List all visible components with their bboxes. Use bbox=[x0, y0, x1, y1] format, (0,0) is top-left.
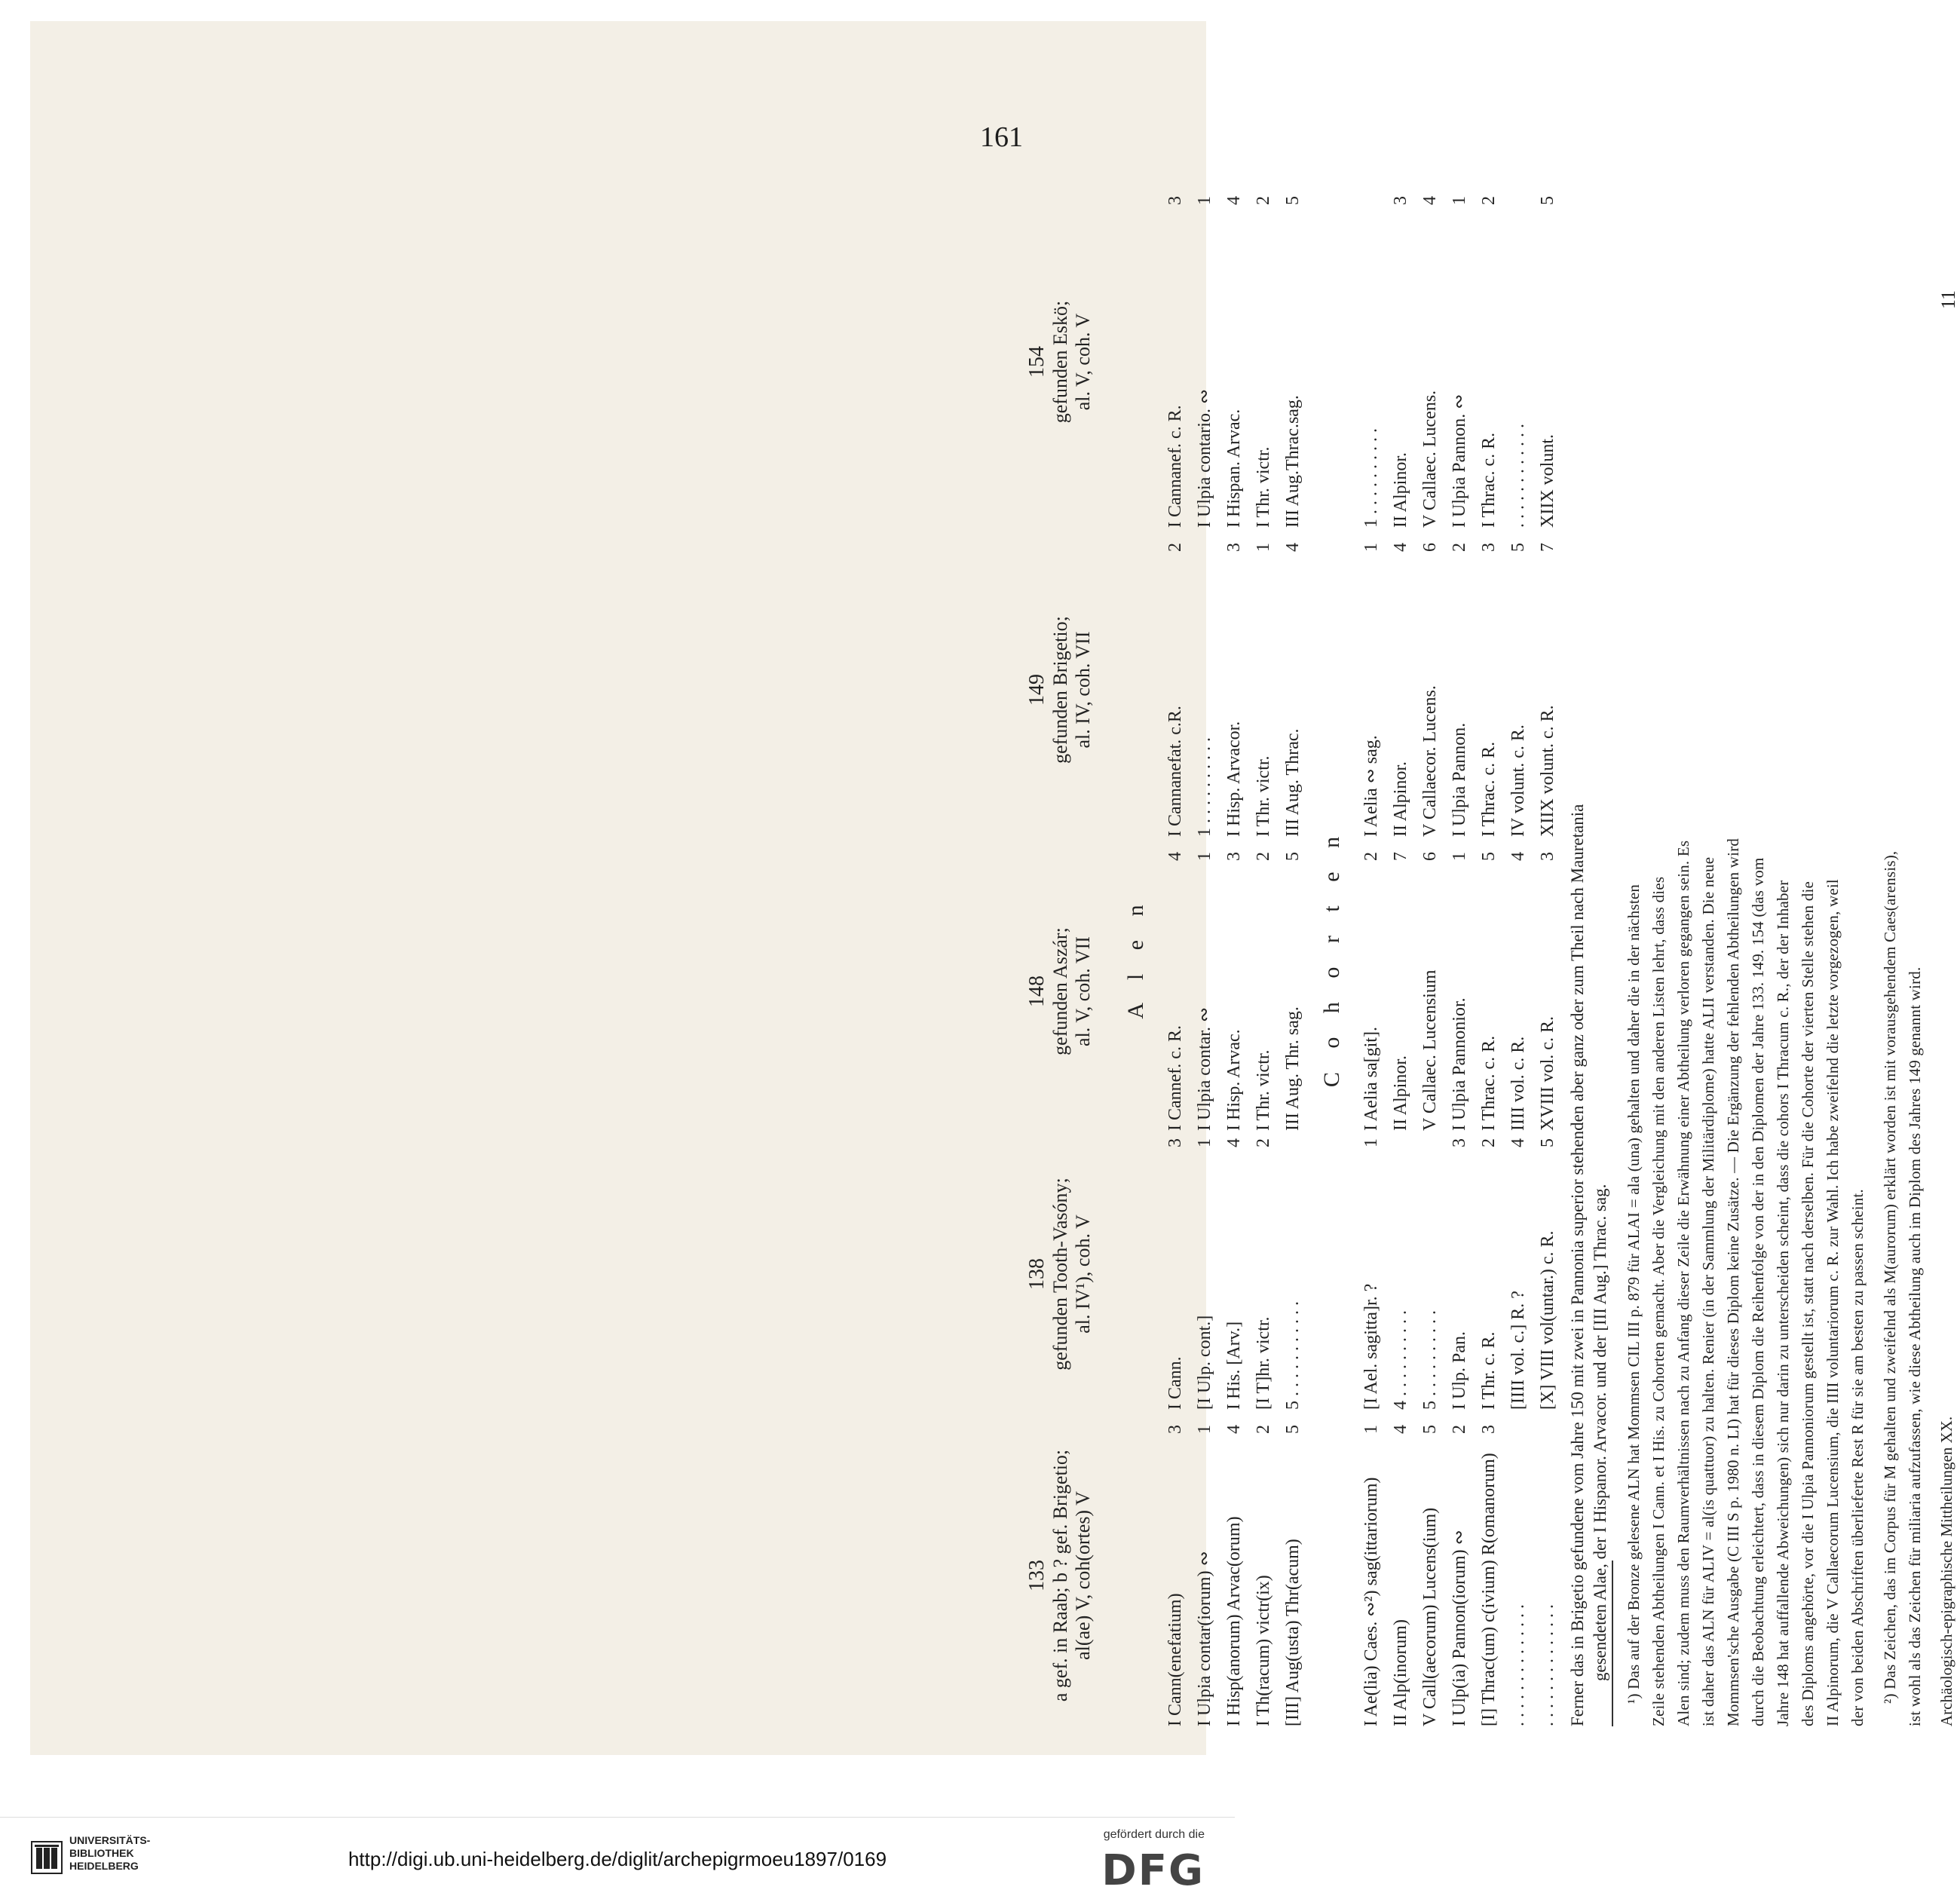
diploma-find-line: al. IV, coh. VII bbox=[1072, 631, 1094, 749]
alen-entry bbox=[1279, 196, 1308, 528]
cohorten-entry bbox=[1357, 852, 1386, 1131]
footnote-line: ist wohl als das Zeichen für miliaria aufzufassen, wie diese Abtheilung auch im Diplom des Jahres 149 genannt wird. bbox=[1906, 966, 1924, 1726]
rank-number: 6 bbox=[1420, 543, 1440, 552]
unit-name: I Ulpia contar. ∾ bbox=[1195, 1006, 1214, 1131]
cohorten-entry bbox=[1445, 1138, 1475, 1410]
rank-number: 1 bbox=[1361, 1138, 1381, 1147]
unit-name: I Thr. c. R. bbox=[1479, 1331, 1499, 1410]
cohorten-column bbox=[1357, 1425, 1563, 1726]
cohorten-entry bbox=[1504, 1138, 1533, 1410]
unit-name: I Thr. victr. bbox=[1254, 446, 1273, 528]
rank-number: 3 bbox=[1165, 1425, 1185, 1434]
unit-name: I Cannef. c. R. bbox=[1165, 1025, 1185, 1131]
unit-name: III Aug. Thr. sag. bbox=[1283, 1006, 1303, 1131]
unit-name: II Alp(inorum) bbox=[1391, 1619, 1410, 1726]
cohorten-entry bbox=[1445, 543, 1475, 837]
cohorten-entry bbox=[1475, 852, 1504, 1131]
alen-entry bbox=[1249, 1138, 1279, 1410]
alen-column bbox=[1161, 852, 1308, 1131]
unit-name: XIIX volunt. bbox=[1538, 434, 1557, 528]
page-number: 161 bbox=[980, 121, 1023, 153]
unit-name: I Aelia ∾ sag. bbox=[1361, 735, 1381, 837]
unit-name: I Thrac. c. R. bbox=[1479, 1035, 1499, 1131]
signature-mark: 11 bbox=[1937, 289, 1959, 309]
cohorten-entry bbox=[1416, 852, 1445, 1131]
cohorten-entry bbox=[1475, 1138, 1504, 1410]
unit-name: 5 . . . . . . . . . . . bbox=[1283, 1301, 1303, 1410]
cohorten-entry bbox=[1533, 852, 1563, 1131]
alen-entry bbox=[1161, 543, 1190, 837]
rank-number bbox=[1416, 1138, 1445, 1156]
alen-entry bbox=[1249, 196, 1279, 528]
rank-number bbox=[1533, 1425, 1563, 1443]
cohorten-entry bbox=[1445, 196, 1475, 528]
cohorten-entry bbox=[1386, 852, 1416, 1131]
cohorten-entry bbox=[1357, 543, 1386, 837]
rotated-content bbox=[1025, 188, 1959, 1726]
alen-entry bbox=[1279, 543, 1308, 837]
rank-number: 5 bbox=[1283, 196, 1303, 205]
rank-number: 1 bbox=[1254, 543, 1273, 552]
cohorten-entry bbox=[1475, 543, 1504, 837]
rank-number: 5 bbox=[1283, 852, 1303, 861]
cohorten-entry bbox=[1357, 1138, 1386, 1410]
unit-name: XVIII vol. c. R. bbox=[1538, 1016, 1557, 1131]
unit-name: XIIX volunt. c. R. bbox=[1538, 705, 1557, 837]
unit-name: I Ulpia contar(iorum) ∾ bbox=[1195, 1551, 1214, 1726]
rank-number: 4 bbox=[1391, 1425, 1410, 1434]
cohorten-entry bbox=[1416, 1425, 1445, 1726]
cohorten-entry bbox=[1475, 1425, 1504, 1726]
rank-number: 3 bbox=[1165, 196, 1185, 205]
cohorten-entry bbox=[1386, 543, 1416, 837]
rank-number: 3 bbox=[1479, 1425, 1499, 1434]
rank-number bbox=[1386, 1138, 1416, 1156]
rank-number: 2 bbox=[1254, 196, 1273, 205]
alen-entry bbox=[1249, 543, 1279, 837]
unit-name: I Ae(lia) Caes. ∾²) sag(ittariorum) bbox=[1361, 1477, 1381, 1726]
unit-name: I Aelia sa[git]. bbox=[1361, 1027, 1381, 1131]
unit-name: I Ulpia Pannon. ∾ bbox=[1450, 394, 1469, 528]
rank-number: 1 bbox=[1450, 196, 1469, 205]
unit-name: . . . . . . . . . . . . bbox=[1508, 424, 1528, 528]
rank-number: 1 bbox=[1195, 852, 1214, 861]
footnote-line: der von beiden Abschriften überlieferte Rest R für sie am besten zu passen scheint. bbox=[1848, 1189, 1867, 1726]
cohorten-entry bbox=[1445, 852, 1475, 1131]
diploma-find-line: gefunden Eskö; bbox=[1049, 300, 1071, 424]
rank-number: 3 bbox=[1165, 1138, 1185, 1147]
alen-entry bbox=[1279, 852, 1308, 1131]
unit-name: V Call(aecorum) Lucens(ium) bbox=[1420, 1507, 1440, 1726]
diploma-column-header bbox=[1025, 196, 1095, 528]
diploma-number: 133 bbox=[1025, 1560, 1049, 1591]
unit-name: I Hisp. Arvac. bbox=[1224, 1029, 1244, 1131]
unit-name: [I Ulp. cont.] bbox=[1195, 1315, 1214, 1410]
source-url[interactable]: http://digi.ub.uni-heidelberg.de/diglit/archepigrmoeu1897/0169 bbox=[348, 1848, 887, 1870]
summary-line: Ferner das in Brigetio gefundene vom Jahre 150 mit zwei in Pannonia superior stehenden aber ganz oder zum Theil nach Mauretania bbox=[1568, 804, 1587, 1726]
unit-name: [I T]hr. victr. bbox=[1254, 1316, 1273, 1410]
footnote-line: Mommsen'sche Ausgabe (C III S p. 1980 n. LI) hat für dieses Diplom keine Zusätze. — Die Ergänzung der fehlenden Abtheilungen wird bbox=[1724, 838, 1742, 1726]
alen-entry bbox=[1161, 1138, 1190, 1410]
unit-name: . . . . . . . . . . . . . . bbox=[1538, 1604, 1557, 1726]
journal-title: Archäologisch-epigraphische Mittheilungen XX. bbox=[1937, 1416, 1955, 1726]
footnote-line: ²) Das Zeichen, das im Corpus für M gehalten und zweifelnd als M(aurorum) erklärt worden ist mit vorausgehendem Caes(arensis), bbox=[1881, 850, 1899, 1704]
alen-entry bbox=[1220, 543, 1249, 837]
rank-number: 2 bbox=[1165, 543, 1185, 552]
alen-entry bbox=[1249, 1425, 1279, 1726]
rank-number: 3 bbox=[1450, 1138, 1469, 1147]
cohorten-entry bbox=[1504, 852, 1533, 1131]
unit-name: [I Ael. sagitta]r. ? bbox=[1361, 1283, 1381, 1410]
cohorten-entry bbox=[1475, 196, 1504, 528]
rank-number: 1 bbox=[1361, 1425, 1381, 1434]
rank-number: 4 bbox=[1224, 196, 1244, 205]
rank-number: 2 bbox=[1254, 1425, 1273, 1434]
alen-entry bbox=[1279, 1138, 1308, 1410]
rank-number bbox=[1190, 543, 1220, 561]
cohorten-column bbox=[1357, 1138, 1563, 1410]
unit-name: III Aug.Thrac.sag. bbox=[1283, 395, 1303, 528]
unit-name: 5 . . . . . . . . . . bbox=[1420, 1310, 1440, 1410]
rank-number: 5 bbox=[1538, 1138, 1557, 1147]
unit-name: IIII vol. c. R. bbox=[1508, 1036, 1528, 1131]
rank-number: 1 bbox=[1450, 852, 1469, 861]
funded-by-label: gefördert durch die bbox=[1103, 1828, 1205, 1841]
unit-name: II Alpinor. bbox=[1391, 452, 1410, 528]
cohorten-column bbox=[1357, 852, 1563, 1131]
footnote-line: Alen sind; zudem muss den Raumverhältnissen nach zu Anfang dieser Zeile die Erwähnung einer Abtheilung verloren gegangen sein. Es bbox=[1674, 840, 1692, 1726]
cohorten-entry bbox=[1416, 1138, 1445, 1410]
rank-number: 4 bbox=[1283, 543, 1303, 552]
rank-number: 2 bbox=[1479, 1138, 1499, 1147]
diploma-find-line: gefunden Aszár; bbox=[1049, 927, 1071, 1055]
rank-number: 4 bbox=[1508, 852, 1528, 861]
alen-entry bbox=[1190, 1425, 1220, 1726]
library-line: BIBLIOTHEK bbox=[69, 1847, 134, 1859]
cohorten-entry bbox=[1357, 196, 1386, 528]
cohorten-entry bbox=[1533, 1138, 1563, 1410]
cohorten-entry bbox=[1504, 1425, 1533, 1726]
unit-name: I Cann. bbox=[1165, 1356, 1185, 1410]
diploma-find-line: gefunden Brigetio; bbox=[1049, 616, 1071, 764]
unit-name: V Callaec. Lucensium bbox=[1420, 969, 1440, 1131]
dfg-logo: DFG bbox=[1101, 1846, 1205, 1895]
rank-number: 7 bbox=[1538, 543, 1557, 552]
diploma-find-line: al. V, coh. V bbox=[1072, 313, 1094, 411]
unit-name: I Ulp(ia) Pannon(iorum) ∾ bbox=[1450, 1530, 1469, 1726]
diploma-find-line: a gef. in Raab; b ? gef. Brigetio; bbox=[1049, 1449, 1071, 1702]
rank-number: 2 bbox=[1450, 1425, 1469, 1434]
cohorten-entry bbox=[1416, 543, 1445, 837]
alen-entry bbox=[1279, 1425, 1308, 1726]
diploma-column-header bbox=[1025, 1138, 1095, 1410]
cohorten-entry bbox=[1504, 543, 1533, 837]
unit-name: II Alpinor. bbox=[1391, 1055, 1410, 1131]
rank-number: 4 bbox=[1165, 852, 1185, 861]
unit-name: [III] Aug(usta) Thr(acum) bbox=[1283, 1539, 1303, 1726]
rank-number: 2 bbox=[1254, 852, 1273, 861]
rank-number: 5 bbox=[1420, 1425, 1440, 1434]
rank-number: 2 bbox=[1361, 852, 1381, 861]
unit-name: V Callaecor. Lucens. bbox=[1420, 685, 1440, 837]
alen-column bbox=[1161, 1425, 1308, 1726]
cohorten-entry bbox=[1416, 196, 1445, 528]
cohorten-entry bbox=[1533, 1425, 1563, 1726]
alen-entry bbox=[1190, 543, 1220, 837]
unit-name: I Hisp(anorum) Arvac(orum) bbox=[1224, 1516, 1244, 1726]
rank-number: 4 bbox=[1224, 1425, 1244, 1434]
footnote-line: durch die Beobachtung erleichtert, dass in diesem Diplom die Reihenfolge von der in den Diplomen der Jahre 133. 149. 154 (das vom bbox=[1749, 857, 1767, 1726]
cohorten-title: C o h o r t e n bbox=[1319, 827, 1344, 1088]
rank-number: 5 bbox=[1538, 196, 1557, 205]
rank-number: 5 bbox=[1283, 1425, 1303, 1434]
cohorten-column bbox=[1357, 543, 1563, 837]
alen-entry bbox=[1220, 852, 1249, 1131]
rank-number: 5 bbox=[1479, 852, 1499, 861]
rank-number: 4 bbox=[1508, 1138, 1528, 1147]
unit-name: I Hispan. Arvac. bbox=[1224, 409, 1244, 528]
unit-name: I Thr. victr. bbox=[1254, 1049, 1273, 1131]
unit-name: I Cann(enefatium) bbox=[1165, 1593, 1185, 1726]
alen-column bbox=[1161, 1138, 1308, 1410]
cohorten-entry bbox=[1445, 1425, 1475, 1726]
unit-name: 1 . . . . . . . . . . bbox=[1361, 428, 1381, 528]
unit-name: V Callaec. Lucens. bbox=[1420, 390, 1440, 528]
rank-number: 6 bbox=[1420, 852, 1440, 861]
alen-entry bbox=[1161, 196, 1190, 528]
footnote-line: Jahre 148 hat auffallende Abweichungen) sich nur darin zu unterscheiden scheint, dass die cohors I Thracum c. R., der der Inhaber bbox=[1774, 880, 1792, 1726]
diploma-number: 154 bbox=[1025, 346, 1049, 378]
diploma-find-line: al(ae) V, coh(ortes) V bbox=[1072, 1491, 1094, 1660]
diploma-find-line: al. IV¹), coh. V bbox=[1072, 1214, 1094, 1334]
unit-name: I Thrac. c. R. bbox=[1479, 432, 1499, 528]
footnote-line: Zeile stehenden Abtheilungen I Cann. et I His. zu Cohorten gemacht. Aber die Vergleichung mit den anderen Listen lehrt, dass dies bbox=[1649, 876, 1668, 1726]
alen-column bbox=[1161, 543, 1308, 837]
alen-entry bbox=[1190, 852, 1220, 1131]
alen-entry bbox=[1161, 852, 1190, 1131]
cohorten-entry bbox=[1533, 196, 1563, 528]
summary-line: gesendeten Alae, der I Hispanor. Arvacor. und der [III Aug.] Thrac. sag. bbox=[1591, 1184, 1609, 1681]
unit-name: [I] Thrac(um) c(ivium) R(omanorum) bbox=[1479, 1453, 1499, 1726]
rank-number: 5 bbox=[1508, 543, 1528, 552]
diploma-number: 138 bbox=[1025, 1258, 1049, 1290]
footnote-line: II Alpinorum, die V Callaecorum Lucensium, die IIII voluntariorum c. R. zur Wahl. Ich habe zweifelnd die letzte vorgezogen, weil bbox=[1824, 879, 1842, 1726]
rank-number: 3 bbox=[1479, 543, 1499, 552]
cohorten-entry bbox=[1357, 1425, 1386, 1726]
unit-name: I Thr. victr. bbox=[1254, 755, 1273, 837]
bottom-bar bbox=[0, 1817, 1235, 1899]
unit-name: I Thrac. c. R. bbox=[1479, 741, 1499, 837]
rank-number bbox=[1504, 196, 1533, 214]
unit-name: IV volunt. c. R. bbox=[1508, 724, 1528, 837]
rank-number bbox=[1504, 1425, 1533, 1443]
alen-entry bbox=[1161, 1425, 1190, 1726]
footnote-rule bbox=[1612, 1561, 1613, 1726]
unit-name: III Aug. Thrac. bbox=[1283, 728, 1303, 837]
unit-name: II Alpinor. bbox=[1391, 761, 1410, 837]
cohorten-entry bbox=[1504, 196, 1533, 528]
alen-entry bbox=[1249, 852, 1279, 1131]
alen-entry bbox=[1220, 1425, 1249, 1726]
rank-number: 2 bbox=[1450, 543, 1469, 552]
alen-column bbox=[1161, 196, 1308, 528]
footnote-line: ist daher das ALN für ALIV = al(is quattuor) zu halten. Renier (in der Sammlung der Militärdiplome) hatte ALII verstanden. Die neue bbox=[1699, 856, 1717, 1726]
unit-name: I His. [Arv.] bbox=[1224, 1321, 1244, 1410]
rank-number: 2 bbox=[1254, 1138, 1273, 1147]
cohorten-entry bbox=[1386, 1425, 1416, 1726]
cohorten-column bbox=[1357, 196, 1563, 528]
alen-title: A l e n bbox=[1123, 896, 1148, 1019]
rank-number: 3 bbox=[1538, 852, 1557, 861]
diploma-column-header bbox=[1025, 1425, 1095, 1726]
unit-name: I Ulpia Pannon. bbox=[1450, 722, 1469, 837]
rank-number: 3 bbox=[1224, 852, 1244, 861]
alen-entry bbox=[1190, 1138, 1220, 1410]
rank-number: 4 bbox=[1420, 196, 1440, 205]
diploma-find-line: gefunden Tooth-Vasóny; bbox=[1049, 1178, 1071, 1371]
rank-number: 4 bbox=[1224, 1138, 1244, 1147]
rank-number: 2 bbox=[1479, 196, 1499, 205]
diploma-number: 149 bbox=[1025, 674, 1049, 706]
diploma-number: 148 bbox=[1025, 976, 1049, 1007]
rank-number: 3 bbox=[1391, 196, 1410, 205]
diploma-column-header bbox=[1025, 543, 1095, 837]
alen-entry bbox=[1220, 1138, 1249, 1410]
unit-name: [IIII vol. c.] R. ? bbox=[1508, 1291, 1528, 1410]
alen-entry bbox=[1190, 196, 1220, 528]
cohorten-entry bbox=[1386, 1138, 1416, 1410]
unit-name: 4 . . . . . . . . . . bbox=[1391, 1310, 1410, 1410]
cohorten-entry bbox=[1386, 196, 1416, 528]
unit-name: I Ulpia contario. ∾ bbox=[1195, 388, 1214, 528]
unit-name: I Th(racum) victr(ix) bbox=[1254, 1575, 1273, 1726]
unit-name: . . . . . . . . . . . . . . bbox=[1508, 1604, 1528, 1726]
unit-name: I Hisp. Arvacor. bbox=[1224, 721, 1244, 837]
alen-entry bbox=[1220, 196, 1249, 528]
unit-name: I Ulp. Pan. bbox=[1450, 1331, 1469, 1410]
rank-number: 3 bbox=[1224, 543, 1244, 552]
cohorten-entry bbox=[1533, 543, 1563, 837]
rank-number: 1 bbox=[1195, 1425, 1214, 1434]
unit-name: I Cannanef. c. R. bbox=[1165, 405, 1185, 528]
rank-number: 4 bbox=[1391, 543, 1410, 552]
footnote-line: des Diploms angehörte, vor die I Ulpia Pannoniorum gestellt ist, statt nach derselben. Für die Cohorte der vierten Stelle stehen die bbox=[1799, 881, 1817, 1726]
rank-number bbox=[1279, 1138, 1308, 1156]
rank-number: 1 bbox=[1195, 196, 1214, 205]
footnote-line: ¹) Das auf der Bronze gelesene ALN hat Mommsen CIL III p. 879 für ALAI = ala (una) gehalten und daher die in der nächsten bbox=[1625, 884, 1643, 1704]
library-line: HEIDELBERG bbox=[69, 1860, 139, 1872]
rank-number: 1 bbox=[1195, 1138, 1214, 1147]
rank-number: 1 bbox=[1361, 543, 1381, 552]
rank-number bbox=[1357, 196, 1386, 214]
diploma-find-line: al. V, coh. VII bbox=[1072, 936, 1094, 1046]
unit-name: I Ulpia Pannonior. bbox=[1450, 997, 1469, 1131]
unit-name: I Cannanefat. c.R. bbox=[1165, 706, 1185, 837]
unit-name: 1 . . . . . . . . . . bbox=[1195, 737, 1214, 837]
diploma-column-header bbox=[1025, 852, 1095, 1131]
library-line: UNIVERSITÄTS- bbox=[69, 1834, 151, 1846]
unit-name: [X] VIII vol(untar.) c. R. bbox=[1538, 1230, 1557, 1410]
rank-number: 7 bbox=[1391, 852, 1410, 861]
